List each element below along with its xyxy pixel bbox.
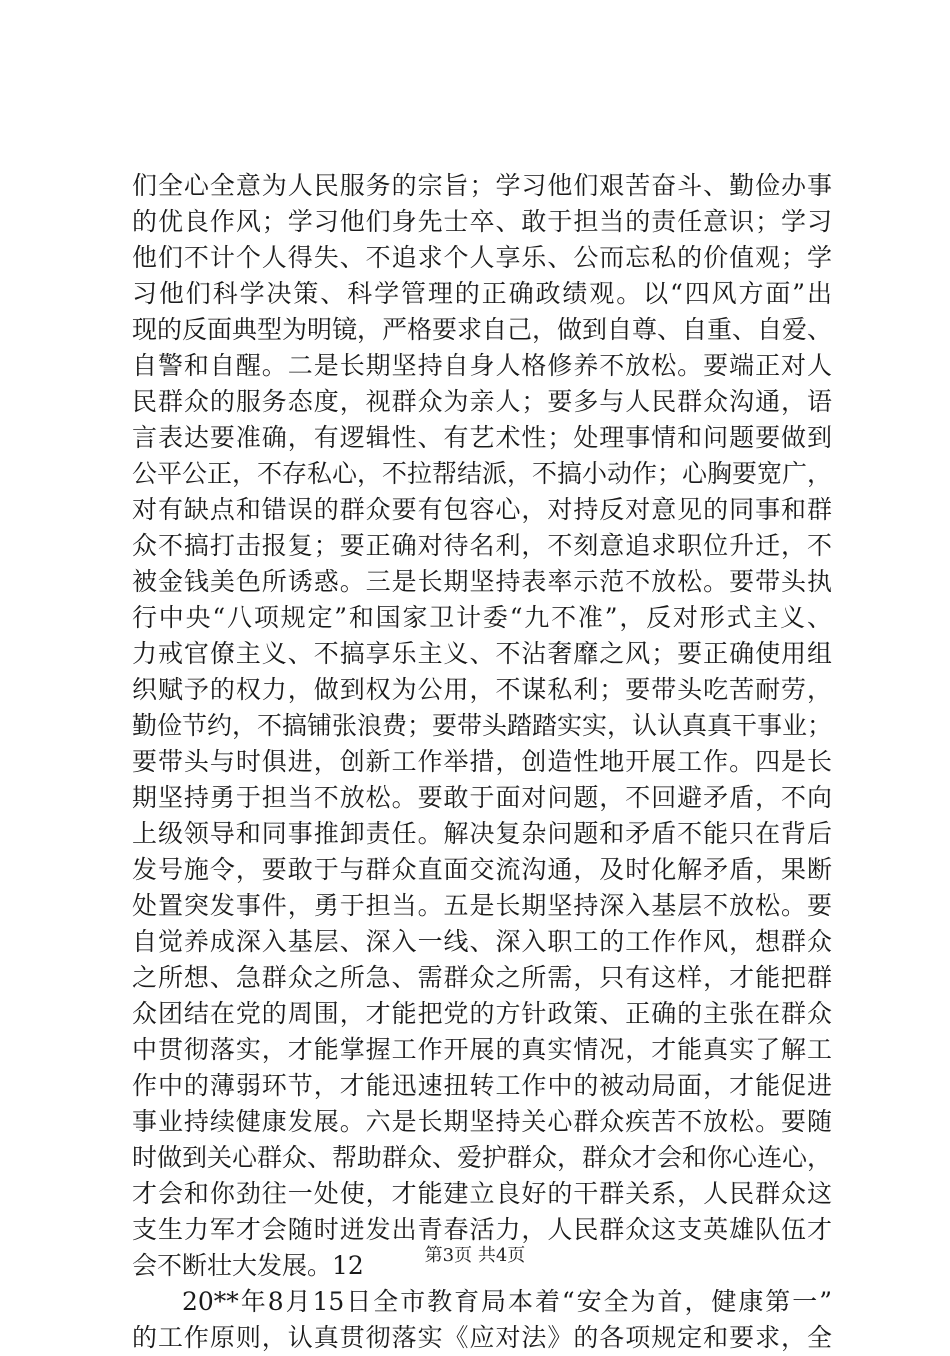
text-line: 事业持续健康发展。六是长期坚持关心群众疾苦不放松。要随 <box>132 1107 832 1136</box>
text-line: 习他们科学决策、科学管理的正确政绩观。以“四风方面”出 <box>132 279 832 308</box>
text-line: 作中的薄弱环节，才能迅速扭转工作中的被动局面，才能促进 <box>132 1071 832 1100</box>
text-line: 自觉养成深入基层、深入一线、深入职工的工作作风，想群众 <box>132 927 832 956</box>
text-line: 的工作原则，认真贯彻落实《应对法》的各项规定和要求，全 <box>132 1323 832 1352</box>
text-line: 公平公正，不存私心，不拉帮结派，不搞小动作；心胸要宽广， <box>132 459 833 488</box>
text-line: 言表达要准确，有逻辑性、有艺术性；处理事情和问题要做到 <box>132 423 832 452</box>
page-number-footer: 第3页 共4页 <box>424 1245 526 1266</box>
text-line: 自警和自醒。二是长期坚持自身人格修养不放松。要端正对人 <box>132 351 832 380</box>
text-line: 的优良作风；学习他们身先士卒、敢于担当的责任意识；学习 <box>132 207 832 236</box>
text-line: 们全心全意为人民服务的宗旨；学习他们艰苦奋斗、勤俭办事 <box>132 171 832 200</box>
text-line: 中贯彻落实，才能掌握工作开展的真实情况，才能真实了解工 <box>132 1035 832 1064</box>
text-line: 之所想、急群众之所急、需群众之所需，只有这样，才能把群 <box>132 963 832 992</box>
body-text <box>132 168 832 1356</box>
paragraph-end-line: 会不断壮大发展。12 <box>132 1251 364 1280</box>
text-line: 发号施令，要敢于与群众直面交流沟通，及时化解矛盾，果断 <box>132 855 832 884</box>
paragraph-start-line: 20**年8月15日全市教育局本着“安全为首，健康第一” <box>182 1287 832 1316</box>
text-line: 力戒官僚主义、不搞享乐主义、不沾奢靡之风；要正确使用组 <box>132 639 832 668</box>
text-line: 时做到关心群众、帮助群众、爱护群众，群众才会和你心连心， <box>132 1143 833 1172</box>
text-line: 支生力军才会随时迸发出青春活力，人民群众这支英雄队伍才 <box>132 1215 832 1244</box>
text-line: 才会和你劲往一处使，才能建立良好的干群关系，人民群众这 <box>132 1179 832 1208</box>
text-line: 对有缺点和错误的群众要有包容心，对持反对意见的同事和群 <box>132 495 832 524</box>
text-line: 处置突发事件，勇于担当。五是长期坚持深入基层不放松。要 <box>132 891 832 920</box>
text-line: 上级领导和同事推卸责任。解决复杂问题和矛盾不能只在背后 <box>132 819 832 848</box>
text-line: 民群众的服务态度，视群众为亲人；要多与人民群众沟通，语 <box>132 387 832 416</box>
text-line: 织赋予的权力，做到权为公用，不谋私利；要带头吃苦耐劳， <box>132 675 832 704</box>
text-line: 期坚持勇于担当不放松。要敢于面对问题，不回避矛盾，不向 <box>132 783 832 812</box>
text-line: 要带头与时俱进，创新工作举措，创造性地开展工作。四是长 <box>132 747 832 776</box>
text-line: 现的反面典型为明镜，严格要求自己，做到自尊、自重、自爱、 <box>132 315 833 344</box>
text-line: 行中央“八项规定”和国家卫计委“九不准”，反对形式主义、 <box>132 603 832 632</box>
text-line: 众团结在党的周围，才能把党的方针政策、正确的主张在群众 <box>132 999 832 1028</box>
text-line: 勤俭节约，不搞铺张浪费；要带头踏踏实实，认认真真干事业； <box>132 711 833 740</box>
text-line: 他们不计个人得失、不追求个人享乐、公而忘私的价值观；学 <box>132 243 832 272</box>
text-line: 被金钱美色所诱惑。三是长期坚持表率示范不放松。要带头执 <box>132 567 832 596</box>
text-line: 众不搞打击报复；要正确对待名利，不刻意追求职位升迁，不 <box>132 531 832 560</box>
